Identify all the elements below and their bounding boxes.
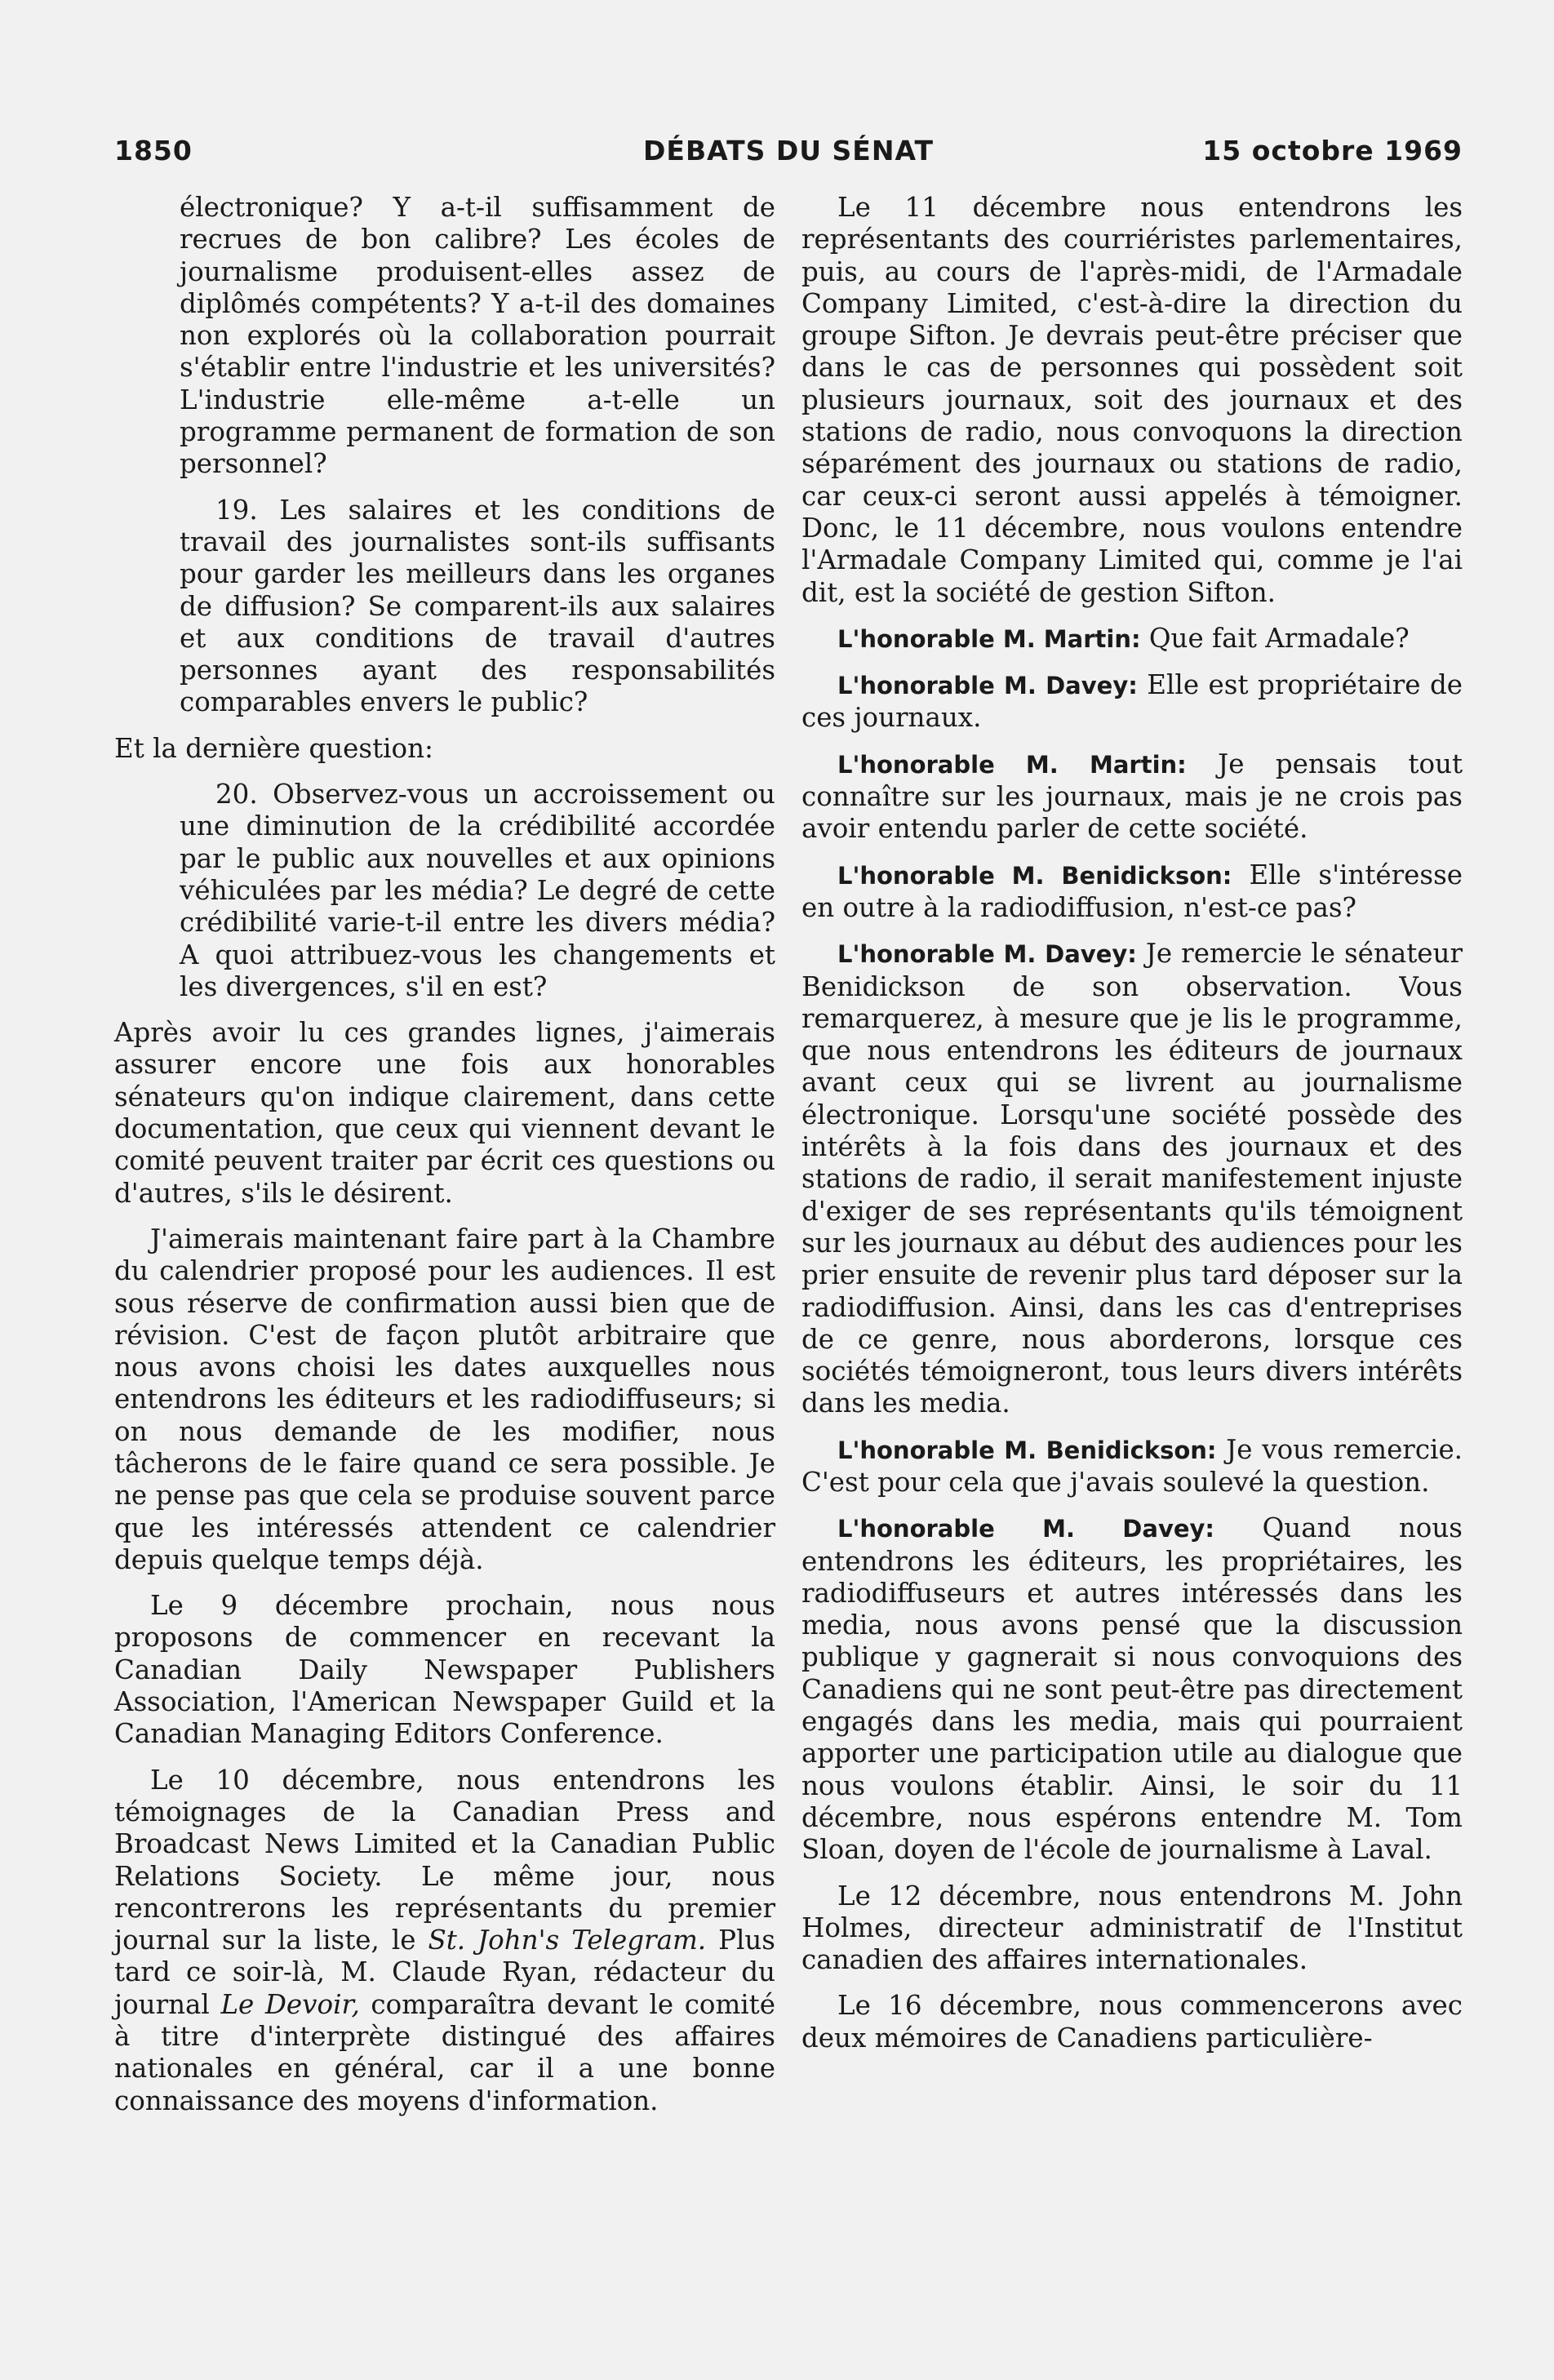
speaker-name: L'honorable M. Martin:	[837, 750, 1187, 779]
page-header	[114, 135, 1463, 175]
question-19: 19. Les salaires et les conditions de travail des journalistes sont-ils suffisants pour garder les meilleurs dans les organes de diffusion? Se comparent-ils aux salaires et aux conditions de travail d'autres personnes ayant des responsabilités comparables envers le public?	[180, 494, 775, 718]
newspaper-title: Le Devoir,	[220, 1988, 360, 2020]
speech-text: Elle s'intéresse en outre à la radiodiffusion, n'est-ce pas?	[801, 859, 1463, 923]
question-20: 20. Observez-vous un accroissement ou une diminution de la crédibilité accordée par le public aux nouvelles et aux opinions véhiculées par les média? Le degré de cette crédibilité varie-t-il entre les divers média? A quoi attribuez-vous les changements et les divergences, s'il en est?	[180, 779, 775, 1002]
paragraph-dec-9: Le 9 décembre prochain, nous nous proposons de commencer en recevant la Canadian Daily Newspaper Publishers Association, l'American Newspaper Guild et la Canadian Managing Editors Conference.	[114, 1590, 775, 1750]
last-question-intro: Et la dernière question:	[114, 732, 433, 764]
question-18-continuation: électronique? Y a-t-il suffisamment de recrues de bon calibre? Les écoles de journalisme produisent-elles assez de diplômés compétents? Y a-t-il des domaines non explorés où la collaboration pourrait s'établir entre l'industrie et les universités? L'industrie elle-même a-t-elle un programme permanent de formation de son personnel?	[180, 192, 775, 480]
paragraph-dec-10	[114, 1765, 775, 2117]
speech-martin-1	[801, 623, 1463, 655]
speaker-name: L'honorable M. Davey:	[837, 1515, 1215, 1543]
newspaper-title: St. John's Telegram.	[428, 1925, 707, 1956]
page-number: 1850	[114, 135, 193, 167]
paragraph-dec-11: Le 11 décembre nous entendrons les représentants des courriéristes parlementaires, puis, au cours de l'après-midi, de l'Armadale Company Limited, c'est-à-dire la direction du groupe Sifton. Je devrais peut-être préciser que dans le cas de personnes qui possèdent soit plusieurs journaux, soit des journaux et des stations de radio, nous convoquons la direction séparément des journaux ou stations de radio, car ceux-ci seront aussi appelés à témoigner. Donc, le 11 décembre, nous voulons entendre l'Armadale Company Limited qui, comme je l'ai dit, est la société de gestion Sifton.	[801, 192, 1463, 608]
speech-text: Que fait Armadale?	[1140, 622, 1410, 654]
publication-date: 15 octobre 1969	[1202, 135, 1463, 167]
paragraph-calendar: J'aimerais maintenant faire part à la Chambre du calendrier proposé pour les audiences. Il est sous réserve de confirmation aussi bien que de révision. C'est de façon plutôt arbitraire que nous avons choisi les dates auxquelles nous entendrons les éditeurs et les radiodiffuseurs; si on nous demande de les modifier, nous tâcherons de le faire quand ce sera possible. Je ne pense pas que cela se produise souvent parce que les intéressés attendent ce calendrier depuis quelque temps déjà.	[114, 1223, 775, 1575]
speech-davey-1	[801, 669, 1463, 735]
left-column	[114, 192, 775, 2131]
speech-text: Je pensais tout connaître sur les journaux, mais je ne crois pas avoir entendu parler de cette société.	[801, 748, 1463, 845]
paragraph-after-outline: Après avoir lu ces grandes lignes, j'aimerais assurer encore une fois aux honorables sénateurs qu'on indique clairement, dans cette documentation, que ceux qui viennent devant le comité peuvent traiter par écrit ces questions ou d'autres, s'ils le désirent.	[114, 1017, 775, 1209]
paragraph-dec-12: Le 12 décembre, nous entendrons M. John Holmes, directeur administratif de l'Institut canadien des affaires internationales.	[801, 1880, 1463, 1976]
text-segment: Plus tard ce soir-là, M. Claude Ryan, rédacteur du journal	[114, 1925, 775, 2020]
speaker-name: L'honorable M. Davey:	[837, 672, 1138, 700]
paragraph-dec-16: Le 16 décembre, nous commencerons avec deux mémoires de Canadiens particulière-	[801, 1990, 1463, 2054]
speaker-name: L'honorable M. Martin:	[837, 624, 1141, 653]
right-column	[801, 192, 1463, 2068]
text-segment: comparaîtra devant le comité à titre d'interprète distingué des affaires nationales en général, car il a une bonne connaissance des moyens d'information.	[114, 1988, 775, 2116]
speech-benidickson-1	[801, 859, 1463, 925]
publication-title: DÉBATS DU SÉNAT	[643, 135, 934, 167]
speech-martin-2	[801, 748, 1463, 846]
speech-davey-3	[801, 1512, 1463, 1866]
speech-text: Je remercie le sénateur Benidickson de son observation. Vous remarquerez, à mesure que je lis le programme, que nous entendrons les éditeurs de journaux avant ceux qui se livrent au journalisme électronique. Lorsqu'une société possède des intérêts à la fois dans des journaux et des stations de radio, il serait manifestement injuste d'exiger de ses représentants qu'ils témoignent sur les journaux au début des audiences pour les prier ensuite de revenir plus tard déposer sur la radiodiffusion. Ainsi, dans les cas d'entreprises de ce genre, nous aborderons, lorsque ces sociétés témoigneront, tous leurs divers intérêts dans les media.	[801, 938, 1463, 1419]
speaker-name: L'honorable M. Davey:	[837, 940, 1137, 969]
speaker-name: L'honorable M. Benidickson:	[837, 861, 1232, 890]
speaker-name: L'honorable M. Benidickson:	[837, 1436, 1217, 1464]
text-segment: Le 10 décembre, nous entendrons les témoignages de la Canadian Press and Broadcast News Limited et la Canadian Public Relations Society. Le même jour, nous rencontrerons les représentants du premier journal sur la liste, le	[114, 1764, 775, 1956]
speech-text: Je vous remercie. C'est pour cela que j'avais soulevé la question.	[801, 1433, 1463, 1498]
speech-benidickson-2	[801, 1434, 1463, 1499]
speech-davey-2	[801, 938, 1463, 1419]
speech-text: Quand nous entendrons les éditeurs, les propriétaires, les radiodiffuseurs et autres intéressés dans les media, nous avons pensé que la discussion publique y gagnerait si nous convoquions des Canadiens qui ne sont peut-être pas directement engagés dans les media, mais qui pourraient apporter une participation utile au dialogue que nous voulons établir. Ainsi, le soir du 11 décembre, nous espérons entendre M. Tom Sloan, doyen de l'école de journalisme à Laval.	[801, 1512, 1463, 1866]
speech-text: Elle est propriétaire de ces journaux.	[801, 669, 1463, 734]
